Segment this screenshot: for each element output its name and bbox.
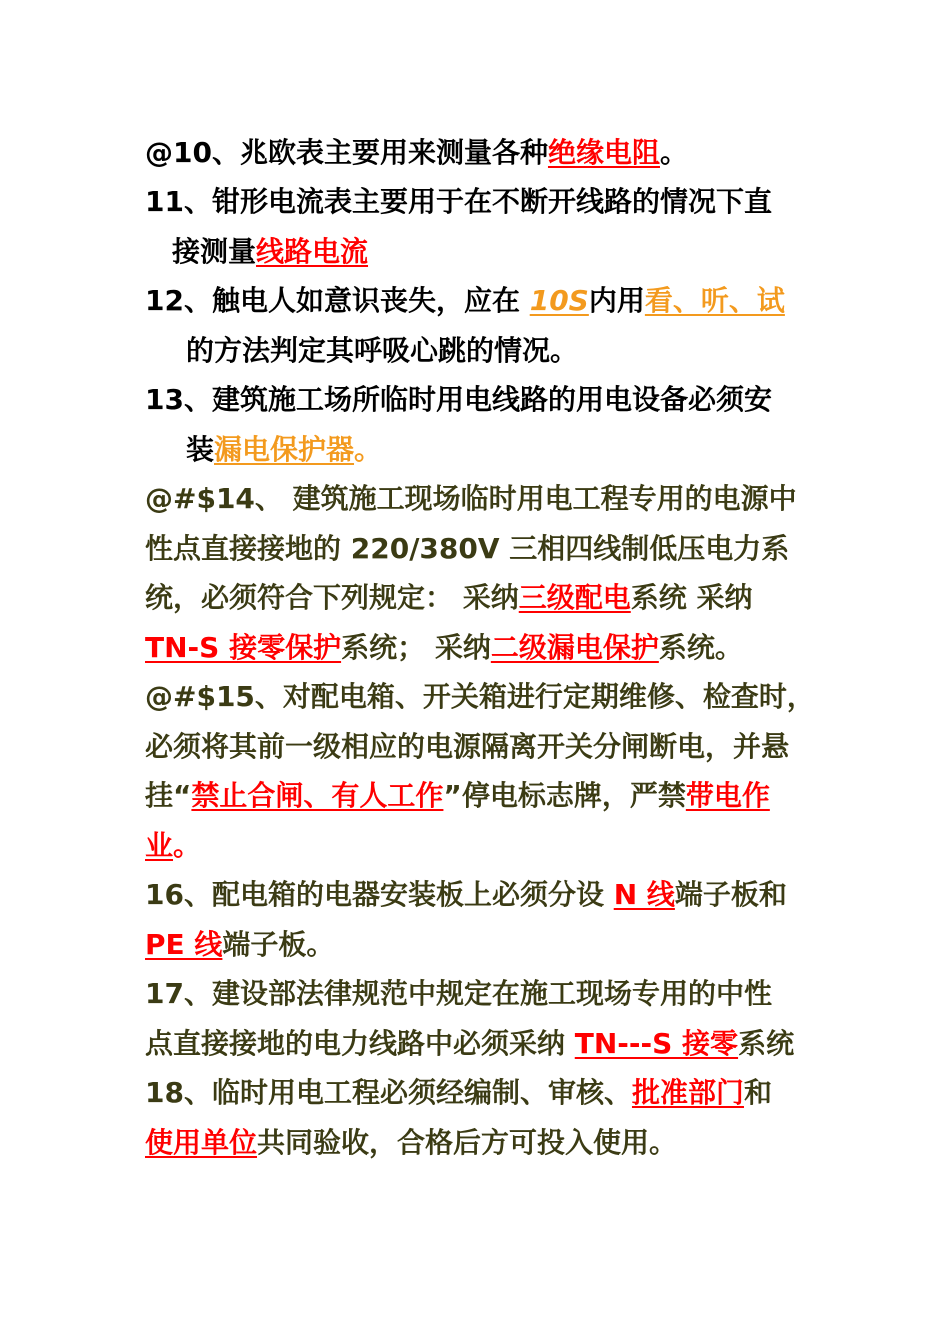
item-14-text-4: 系统； 采纳 [341, 631, 491, 664]
item-15-text: @#$15、对配电箱、开关箱进行定期维修、检查时， [145, 680, 815, 713]
item-11-line-1 [145, 184, 772, 220]
item-16-line-1 [145, 877, 787, 913]
item-13-line-1 [145, 382, 772, 418]
item-15-text-2: 必须将其前一级相应的电源隔离开关分闸断电，并悬 [145, 730, 790, 763]
item-17-text-2b: 系统 [738, 1027, 795, 1060]
item-15-line-4 [145, 828, 201, 864]
item-13-line-2 [186, 432, 382, 468]
item-12-line-1 [145, 283, 785, 319]
item-18-answer-2: 使用单位 [145, 1126, 258, 1159]
item-11-line-2 [172, 234, 368, 270]
item-11-text: 11、钳形电流表主要用于在不断开线路的情况下直 [145, 185, 772, 218]
item-10-line-1 [145, 135, 688, 171]
item-14-line-3 [145, 580, 753, 616]
item-16-text: 16、配电箱的电器安装板上必须分设 [145, 878, 614, 911]
item-18-line-1 [145, 1075, 772, 1111]
item-11-answer: 线路电流 [256, 235, 369, 268]
item-16-answer-1: N 线 [613, 878, 675, 911]
item-12-line-2 [186, 333, 578, 369]
item-18-answer-1: 批准部门 [631, 1076, 744, 1109]
item-14-text-2: 性点直接接地的 220/380V 三相四线制低压电力系 [145, 532, 790, 565]
item-10-text: @10、兆欧表主要用来测量各种 [145, 136, 548, 169]
item-14-text-3b: 系统 采纳 [630, 581, 753, 614]
item-12-text-2: 的方法判定其呼吸心跳的情况。 [186, 334, 579, 367]
item-12-text: 12、触电人如意识丧失，应在 [145, 284, 530, 317]
item-10-answer: 绝缘电阻 [547, 136, 660, 169]
item-15-line-3 [145, 778, 770, 814]
item-12-text-mid: 内用 [588, 284, 645, 317]
item-16-text-b: 端子板和 [674, 878, 787, 911]
item-15-end: 。 [173, 829, 202, 862]
item-13-text: 13、建筑施工场所临时用电线路的用电设备必须安 [145, 383, 772, 416]
item-11-text-2: 接测量 [172, 235, 257, 268]
item-14-answer-1: 三级配电 [518, 581, 631, 614]
item-13-end: 。 [354, 433, 383, 466]
item-18-line-2 [145, 1125, 677, 1161]
item-16-text-2: 端子板。 [222, 928, 335, 961]
item-16-line-2 [145, 927, 334, 963]
item-17-line-2 [145, 1026, 794, 1062]
item-15-text-3: 挂“ [145, 779, 192, 812]
item-18-text-2: 共同验收，合格后方可投入使用。 [257, 1126, 678, 1159]
item-18-text: 18、临时用电工程必须经编制、审核、 [145, 1076, 632, 1109]
item-13-answer: 漏电保护器 [214, 433, 355, 466]
item-15-answer-1: 禁止合闸、有人工作 [191, 779, 444, 812]
item-15-text-3b: ”停电标志牌，严禁 [443, 779, 686, 812]
item-17-text-2: 点直接接地的电力线路中必须采纳 [145, 1027, 575, 1060]
item-18-text-b: 和 [743, 1076, 772, 1109]
item-15-answer-2-cont: 业 [145, 829, 174, 862]
item-10-end: 。 [659, 136, 688, 169]
item-16-answer-2: PE 线 [145, 928, 223, 961]
item-14-text-4b: 系统。 [658, 631, 743, 664]
item-14-text-3: 统，必须符合下列规定： 采纳 [145, 581, 519, 614]
item-15-line-1 [145, 679, 815, 715]
item-15-line-2 [145, 729, 789, 765]
item-17-text: 17、建设部法律规范中规定在施工现场专用的中性 [145, 977, 772, 1010]
item-13-text-2: 装 [186, 433, 215, 466]
item-14-text: @#$14、 建筑施工现场临时用电工程专用的电源中 [145, 482, 797, 515]
item-14-answer-2: TN-S 接零保护 [145, 631, 342, 664]
item-14-answer-3: 二级漏电保护 [490, 631, 659, 664]
item-12-time: 10S [529, 284, 589, 317]
item-15-answer-2: 带电作 [685, 779, 770, 812]
item-14-line-1 [145, 481, 797, 517]
item-17-answer: TN---S 接零 [574, 1027, 739, 1060]
item-14-line-2 [145, 531, 789, 567]
item-14-line-4 [145, 630, 743, 666]
item-17-line-1 [145, 976, 772, 1012]
item-12-answer: 看、听、试 [644, 284, 785, 317]
